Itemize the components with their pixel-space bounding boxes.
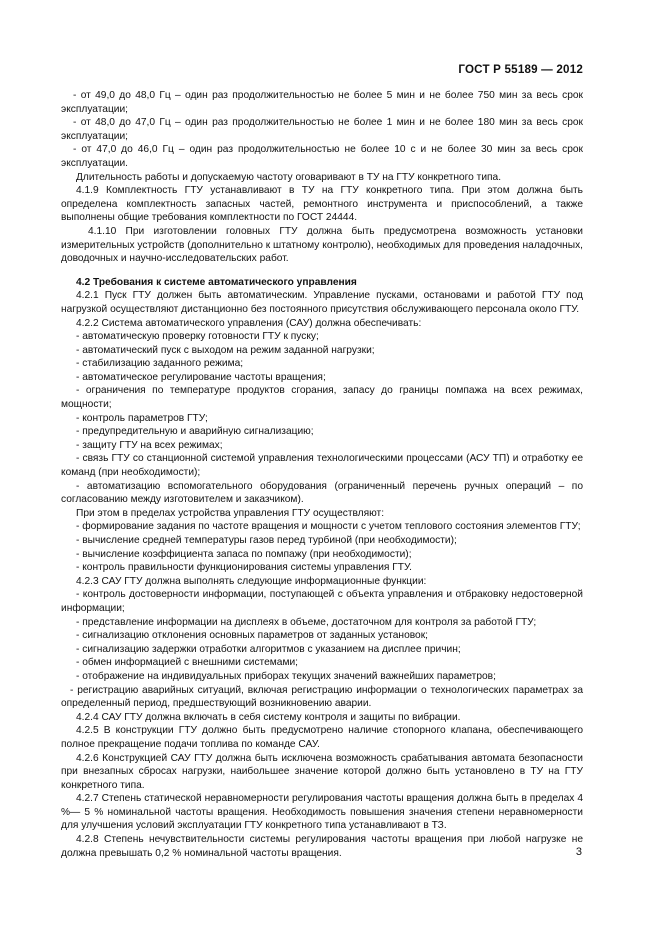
paragraph: Длительность работы и допускаемую частоту оговаривают в ТУ на ГТУ конкретного типа. bbox=[76, 171, 502, 183]
paragraph: - обмен информацией с внешними системами; bbox=[76, 657, 298, 669]
document-header: ГОСТ Р 55189 — 2012 bbox=[458, 63, 583, 76]
paragraph: - ограничения по температуре продуктов сгорания, запасу до границы помпажа на всех режимах, мощности; bbox=[61, 385, 583, 411]
paragraph: - связь ГТУ со станционной системой управления технологическими процессами (АСУ ТП) и отработку ее команд (при необходимости); bbox=[61, 453, 583, 479]
paragraph: 4.2.7 Степень статической неравномерности регулирования частоты вращения должна быть в пределах 4 %— 5 % номинальной частоты вращения. Необходимость повышения значения степени неравномерности для улучшения условий эксплуатации ГТУ конкретного типа устанавливают в ТЗ. bbox=[61, 793, 583, 832]
paragraph: - от 47,0 до 46,0 Гц – один раз продолжительностью не более 10 с и не более 30 мин за весь срок эксплуатации. bbox=[61, 144, 583, 169]
paragraph: 4.2.1 Пуск ГТУ должен быть автоматическим. Управление пусками, остановами и работой ГТУ под нагрузкой осуществляют дистанционно без постоянного присутствия обслуживающего персонала около ГТУ. bbox=[61, 290, 583, 315]
paragraph: - контроль правильности функционирования системы управления ГТУ. bbox=[76, 562, 412, 574]
paragraph: 4.1.10 При изготовлении головных ГТУ должна быть предусмотрена возможность установки измерительных устройств (дополнительно к штатному контролю), необходимых для проведения наладочных, доводочных и научно-исследовательских работ. bbox=[61, 225, 583, 265]
paragraph: - автоматический пуск с выходом на режим заданной нагрузки; bbox=[76, 344, 375, 356]
paragraph: - представление информации на дисплеях в объеме, достаточном для контроля за работой ГТУ; bbox=[76, 616, 537, 628]
paragraph: - вычисление коэффициента запаса по помпажу (при необходимости); bbox=[76, 548, 412, 560]
paragraph: - автоматическую проверку готовности ГТУ к пуску; bbox=[76, 331, 319, 343]
paragraph: 4.1.9 Комплектность ГТУ устанавливают в ТУ на ГТУ конкретного типа. При этом должна быть определена комплектность запасных частей, ремонтного инструмента и приспособлений, а также выполнены общие требования комплектности по ГОСТ 24444. bbox=[61, 185, 583, 224]
paragraph: - контроль параметров ГТУ; bbox=[76, 412, 208, 424]
paragraph: - предупредительную и аварийную сигнализацию; bbox=[76, 426, 314, 438]
paragraph: 4.2.4 САУ ГТУ должна включать в себя систему контроля и защиты по вибрации. bbox=[76, 711, 461, 723]
paragraph: - регистрацию аварийных ситуаций, включая регистрацию информации о технологических параметрах за определенный период, предшествующий возникновению аварии. bbox=[61, 684, 583, 710]
paragraph: - защиту ГТУ на всех режимах; bbox=[76, 439, 223, 451]
paragraph: - стабилизацию заданного режима; bbox=[76, 358, 244, 370]
paragraph: - автоматическое регулирование частоты вращения; bbox=[76, 371, 326, 383]
paragraph: - от 48,0 до 47,0 Гц – один раз продолжительностью не более 1 мин и не более 180 мин за весь срок эксплуатации; bbox=[61, 117, 583, 142]
paragraph: 4.2.6 Конструкцией САУ ГТУ должна быть исключена возможность срабатывания автомата безопасности при внезапных сбросах нагрузки, наибольшее значение которой должно быть установлено в ТУ на ГТУ конкретного типа. bbox=[61, 752, 583, 791]
paragraph: - контроль достоверности информации, поступающей с объекта управления и отбраковку недостоверной информации; bbox=[61, 589, 583, 614]
paragraph: При этом в пределах устройства управления ГТУ осуществляют: bbox=[76, 507, 385, 519]
paragraph: 4.2.5 В конструкции ГТУ должно быть предусмотрено наличие стопорного клапана, обеспечивающего полное прекращение подачи топлива по команде САУ. bbox=[61, 725, 583, 750]
paragraph: 4.2.2 Система автоматического управления (САУ) должна обеспечивать: bbox=[76, 317, 422, 329]
paragraph: - автоматизацию вспомогательного оборудования (ограниченный перечень ручных операций – по согласованию между изготовителем и заказчиком). bbox=[61, 480, 583, 506]
paragraph: - сигнализацию отклонения основных параметров от заданных установок; bbox=[76, 630, 428, 642]
paragraph: - формирование задания по частоте вращения и мощности с учетом теплового состояния элементов ГТУ; bbox=[76, 521, 581, 533]
paragraph: - отображение на индивидуальных приборах текущих значений важнейших параметров; bbox=[76, 670, 496, 682]
paragraph: - сигнализацию задержки отработки алгоритмов с указанием на дисплее причин; bbox=[76, 643, 461, 655]
section-title: 4.2 Требования к системе автоматического управления bbox=[76, 276, 357, 288]
paragraph: - от 49,0 до 48,0 Гц – один раз продолжительностью не более 5 мин и не более 750 мин за весь срок эксплуатации; bbox=[61, 90, 583, 115]
document-body bbox=[61, 89, 583, 860]
paragraph: 4.2.8 Степень нечувствительности системы регулирования частоты вращения при любой нагрузке не должна превышать 0,2 % номинальной частоты вращения. bbox=[61, 834, 583, 859]
paragraph: 4.2.3 САУ ГТУ должна выполнять следующие информационные функции: bbox=[76, 575, 427, 587]
page-number: 3 bbox=[575, 846, 582, 858]
paragraph: - вычисление средней температуры газов перед турбиной (при необходимости); bbox=[76, 535, 457, 546]
